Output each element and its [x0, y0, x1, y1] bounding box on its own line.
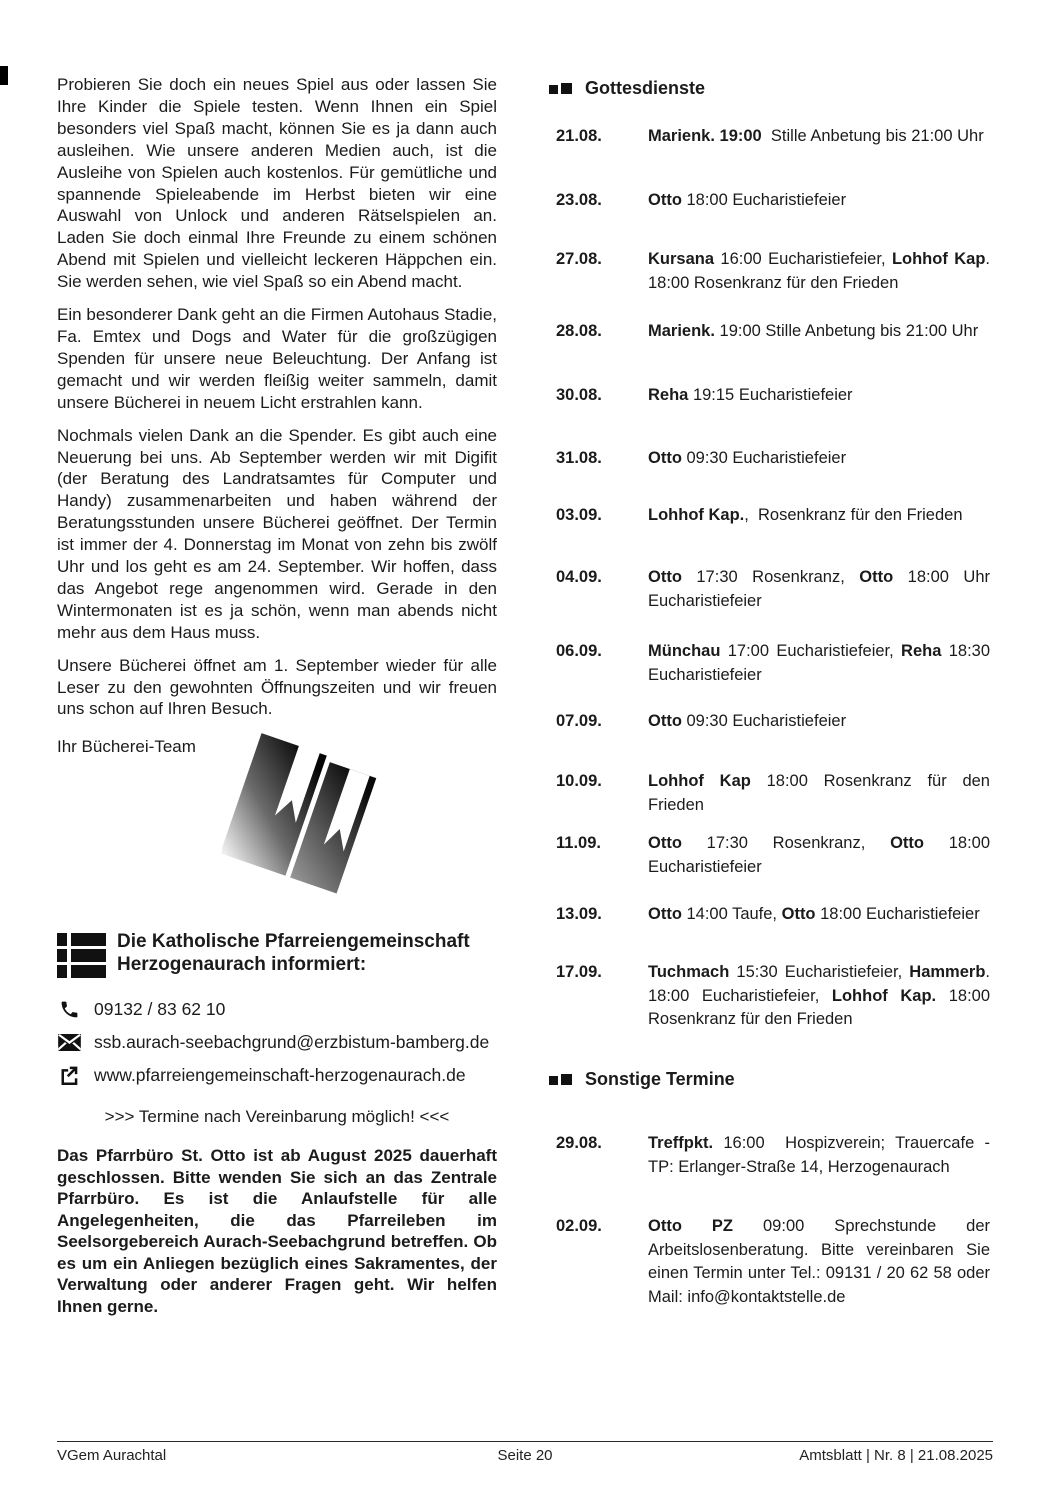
phone-icon — [57, 999, 81, 1020]
entry-segment: Otto — [648, 712, 682, 730]
entry-segment: 19:15 Eucharistiefeier — [688, 386, 853, 404]
info-heading — [117, 930, 470, 976]
info-heading-line1: Die Katholische Pfarreiengemeinschaft — [117, 931, 470, 952]
entry-segment: 18:00 Rosenkranz für den Frieden — [648, 772, 990, 814]
entry-segment: 16:00 Hospizverein; Trauercafe - TP: Erlanger-Straße 14, Herzogenaurach — [648, 1134, 990, 1176]
entry-description — [648, 384, 990, 408]
entry-date: 27.08. — [556, 250, 602, 268]
body-paragraph: Probieren Sie doch ein neues Spiel aus oder lassen Sie Ihre Kinder die Spiele testen. Wenn Ihnen ein Spiel besonders viel Spaß macht, können Sie es ja dann auch ausleihen. Wie unsere anderen Medien auch, ist die Ausleihe von Spielen auch kostenlos. Für gemütliche und spannende Spieleabende im Herbst bieten wir eine Auswahl von Unlock und anderen Rätselspielen an. Laden Sie doch einmal Ihre Freunde zu einem schönen Abend mit Spielen und vielleicht leckeren Häppchen ein. Sie werden sehen, wie viel Spaß so ein Abend macht. — [57, 75, 497, 292]
external-link-icon — [57, 1065, 81, 1085]
entry-description — [648, 903, 990, 927]
entry-segment: 18:00 Rosenkranz für den Frieden — [648, 986, 991, 1028]
contact-list — [57, 997, 497, 1087]
entry-segment: Reha — [648, 386, 689, 404]
entry-date: 03.09. — [556, 506, 602, 524]
entry-segment: Otto — [648, 568, 682, 586]
schedule-entry — [556, 125, 992, 149]
entry-segment: Otto PZ — [648, 1217, 733, 1235]
info-heading-row — [57, 930, 497, 981]
entry-description — [648, 1215, 990, 1309]
body-paragraph: Ein besonderer Dank geht an die Firmen Autohaus Stadie, Fa. Emtex und Dogs and Water für die großzügigen Spenden für unsere neue Beleuchtung. Der Anfang ist gemacht und wir werden fleißig weiter sammeln, damit unsere Bücherei in neuem Licht erstrahlen kann. — [57, 305, 497, 412]
books-logo-icon — [222, 724, 394, 896]
entry-description — [648, 189, 990, 213]
entry-segment: Treffpkt. — [648, 1134, 714, 1152]
list-blocks-icon — [57, 930, 106, 981]
body-paragraph: Nochmals vielen Dank an die Spender. Es gibt auch eine Neuerung bei uns. Ab September werden wir mit Digifit (der Beratung des Landratsamtes für Computer und Handy) zusammenarbeiten und haben während der Beratungsstunden unsere Bücherei geöffnet. Der Termin ist immer der 4. Donnerstag im Monat von zehn bis zwölf Uhr und los geht es am 24. September. Wir hoffen, dass das Angebot rege angenommen wird. Gerade in den Wintermonaten ist es ja schön, wenn man abends nicht mehr aus dem Haus muss. — [57, 425, 497, 642]
section-title: Sonstige Termine — [585, 1069, 735, 1089]
schedule-entry — [556, 504, 992, 528]
section-marker-icon — [549, 1074, 572, 1085]
phone-number: 09132 / 83 62 10 — [94, 998, 226, 1019]
entry-segment: 18:30 Eucharistiefeier — [648, 642, 991, 684]
schedule-entry — [556, 770, 992, 817]
website-row — [57, 1063, 497, 1087]
footer-page-number: Seite 20 — [497, 1447, 553, 1464]
schedule-entry — [556, 832, 992, 879]
entry-date: 21.08. — [556, 127, 602, 145]
marker-square — [561, 1074, 572, 1085]
entry-description — [648, 1132, 990, 1179]
entry-segment: Tuchmach — [648, 963, 730, 981]
entry-segment: . 18:00 Rosenkranz für den Frieden — [648, 250, 990, 292]
list-icon-row — [57, 949, 106, 962]
entry-segment: 18:00 Eucharistiefeier — [681, 191, 847, 209]
schedule-entry — [556, 640, 992, 687]
entry-segment: Otto — [890, 834, 924, 852]
schedule-entry — [556, 903, 992, 927]
icon-block — [71, 949, 106, 962]
entry-segment: 17:30 Rosenkranz, — [681, 568, 860, 586]
entry-date: 07.09. — [556, 712, 602, 730]
entry-date: 31.08. — [556, 449, 602, 467]
section-title: Gottesdienste — [585, 78, 706, 98]
info-heading-line2: Herzogenaurach informiert: — [117, 954, 367, 975]
entry-segment: 09:30 Eucharistiefeier — [681, 449, 847, 467]
entry-date: 11.09. — [556, 834, 601, 852]
entry-segment: Marienk. — [648, 322, 715, 340]
section-marker-icon — [549, 83, 572, 94]
schedule-entry — [556, 189, 992, 213]
icon-block — [71, 933, 106, 946]
office-closing-paragraph: Das Pfarrbüro St. Otto ist ab August 2025 dauerhaft geschlossen. Bitte wenden Sie sich an das Zentrale Pfarrbüro. Es ist die Anlaufstelle für alle Angelegenheiten, die das Pfarreileben im Seelsorgebereich Aurach-Seebachgrund betreffen. Ob es um ein Anliegen bezüglich eines Sakramentes, der Verwaltung oder anderer Fragen geht. Wir helfen Ihnen gerne. — [57, 1146, 497, 1316]
signature-text: Ihr Bücherei-Team — [57, 737, 196, 757]
page-edge-print-mark — [0, 66, 8, 85]
appointment-note: >>> Termine nach Vereinbarung möglich! <<< — [104, 1107, 450, 1126]
entry-segment: Münchau — [648, 642, 721, 660]
schedule-entry — [556, 384, 992, 408]
footer-issue-info: Amtsblatt | Nr. 8 | 21.08.2025 — [799, 1447, 993, 1464]
entry-segment: Otto — [648, 449, 682, 467]
left-column — [57, 74, 497, 757]
entry-segment: 18:00 Uhr Eucharistiefeier — [648, 568, 991, 610]
entry-date: 06.09. — [556, 642, 602, 660]
library-books-logo — [222, 724, 394, 896]
entry-segment: Reha — [901, 642, 942, 660]
schedule-entry — [556, 1132, 992, 1179]
section-header-gottesdienste — [549, 78, 705, 99]
entry-segment: 17:00 Eucharistiefeier, — [720, 642, 902, 660]
entry-segment: 19:00 Stille Anbetung bis 21:00 Uhr — [714, 322, 979, 340]
website-address: www.pfarreiengemeinschaft-herzogenaurach.de — [94, 1064, 466, 1085]
entry-segment: 18:00 Eucharistiefeier — [648, 834, 991, 876]
list-icon-row — [57, 965, 106, 978]
entry-date: 29.08. — [556, 1134, 602, 1152]
icon-block — [57, 933, 67, 946]
entry-segment: 17:30 Rosenkranz, — [681, 834, 891, 852]
footer-divider — [57, 1441, 993, 1442]
envelope-icon — [57, 1034, 81, 1051]
entry-date: 23.08. — [556, 191, 602, 209]
entry-description — [648, 640, 990, 687]
entry-description — [648, 504, 990, 528]
list-icon-row — [57, 933, 106, 946]
entry-description — [648, 125, 990, 149]
entry-segment: Otto — [781, 905, 816, 923]
entry-description — [648, 710, 990, 734]
entry-description — [648, 961, 990, 1032]
section-header-sonstige-termine — [549, 1069, 735, 1090]
footer — [57, 1447, 993, 1464]
icon-block — [57, 965, 67, 978]
marker-square — [549, 85, 558, 94]
entry-description — [648, 248, 990, 295]
footer-publisher: VGem Aurachtal — [57, 1447, 167, 1464]
schedule-entry — [556, 248, 992, 295]
schedule-entry — [556, 710, 992, 734]
entry-segment: Otto — [859, 568, 894, 586]
entry-segment: 18:00 Eucharistiefeier — [815, 905, 980, 923]
entry-segment: . 18:00 Eucharistiefeier, — [648, 963, 990, 1005]
entry-segment: Stille Anbetung bis 21:00 Uhr — [761, 127, 984, 145]
entry-segment: 16:00 Eucharistiefeier, — [714, 250, 892, 268]
entry-segment: Otto — [648, 905, 682, 923]
entry-description — [648, 832, 990, 879]
entry-date: 13.09. — [556, 905, 602, 923]
schedule-entry — [556, 566, 992, 613]
entry-segment: Lohhof Kap. — [648, 506, 745, 524]
entry-segment: Otto — [648, 191, 682, 209]
entry-description — [648, 566, 990, 613]
entry-segment: Lohhof Kap — [891, 250, 986, 268]
email-row — [57, 1030, 497, 1054]
entry-segment: Lohhof Kap. — [831, 986, 937, 1005]
icon-block — [71, 965, 106, 978]
schedule-entry — [556, 1215, 992, 1309]
entry-date: 02.09. — [556, 1217, 602, 1235]
schedule-entry — [556, 961, 992, 1032]
entry-segment: Marienk. 19:00 — [648, 127, 762, 145]
entry-date: 30.08. — [556, 386, 602, 404]
marker-square — [561, 83, 572, 94]
parish-info-section — [57, 930, 497, 1317]
entry-segment: Kursana — [648, 250, 715, 268]
entry-date: 17.09. — [556, 963, 602, 981]
body-paragraph: Unsere Bücherei öffnet am 1. September wieder für alle Leser zu den gewohnten Öffnungszeiten und wir freuen uns schon auf Ihren Besuch. — [57, 655, 497, 719]
marker-square — [549, 1076, 558, 1085]
entry-description — [648, 770, 990, 817]
entry-description — [648, 447, 990, 471]
entry-date: 28.08. — [556, 322, 602, 340]
icon-block — [57, 949, 67, 962]
entry-segment: , Rosenkranz für den Frieden — [744, 506, 963, 524]
email-address: ssb.aurach-seebachgrund@erzbistum-bamberg.de — [94, 1031, 490, 1052]
entry-segment: 09:30 Eucharistiefeier — [681, 712, 847, 730]
entry-segment: 14:00 Taufe, — [681, 905, 782, 923]
entry-segment: 09:00 Sprechstunde der Arbeitslosenberatung. Bitte vereinbaren Sie einen Termin unter Tel.: 09131 / 20 62 58 oder Mail: info@kontaktstelle.de — [648, 1217, 990, 1306]
phone-row — [57, 997, 497, 1021]
entry-segment: 15:30 Eucharistiefeier, — [729, 963, 910, 981]
entry-segment: Otto — [648, 834, 682, 852]
entry-date: 04.09. — [556, 568, 602, 586]
schedule-entry — [556, 447, 992, 471]
entry-description — [648, 320, 990, 344]
entry-date: 10.09. — [556, 772, 602, 790]
entry-segment: Lohhof Kap — [648, 772, 751, 790]
schedule-entry — [556, 320, 992, 344]
entry-segment: Hammerb — [909, 963, 986, 981]
